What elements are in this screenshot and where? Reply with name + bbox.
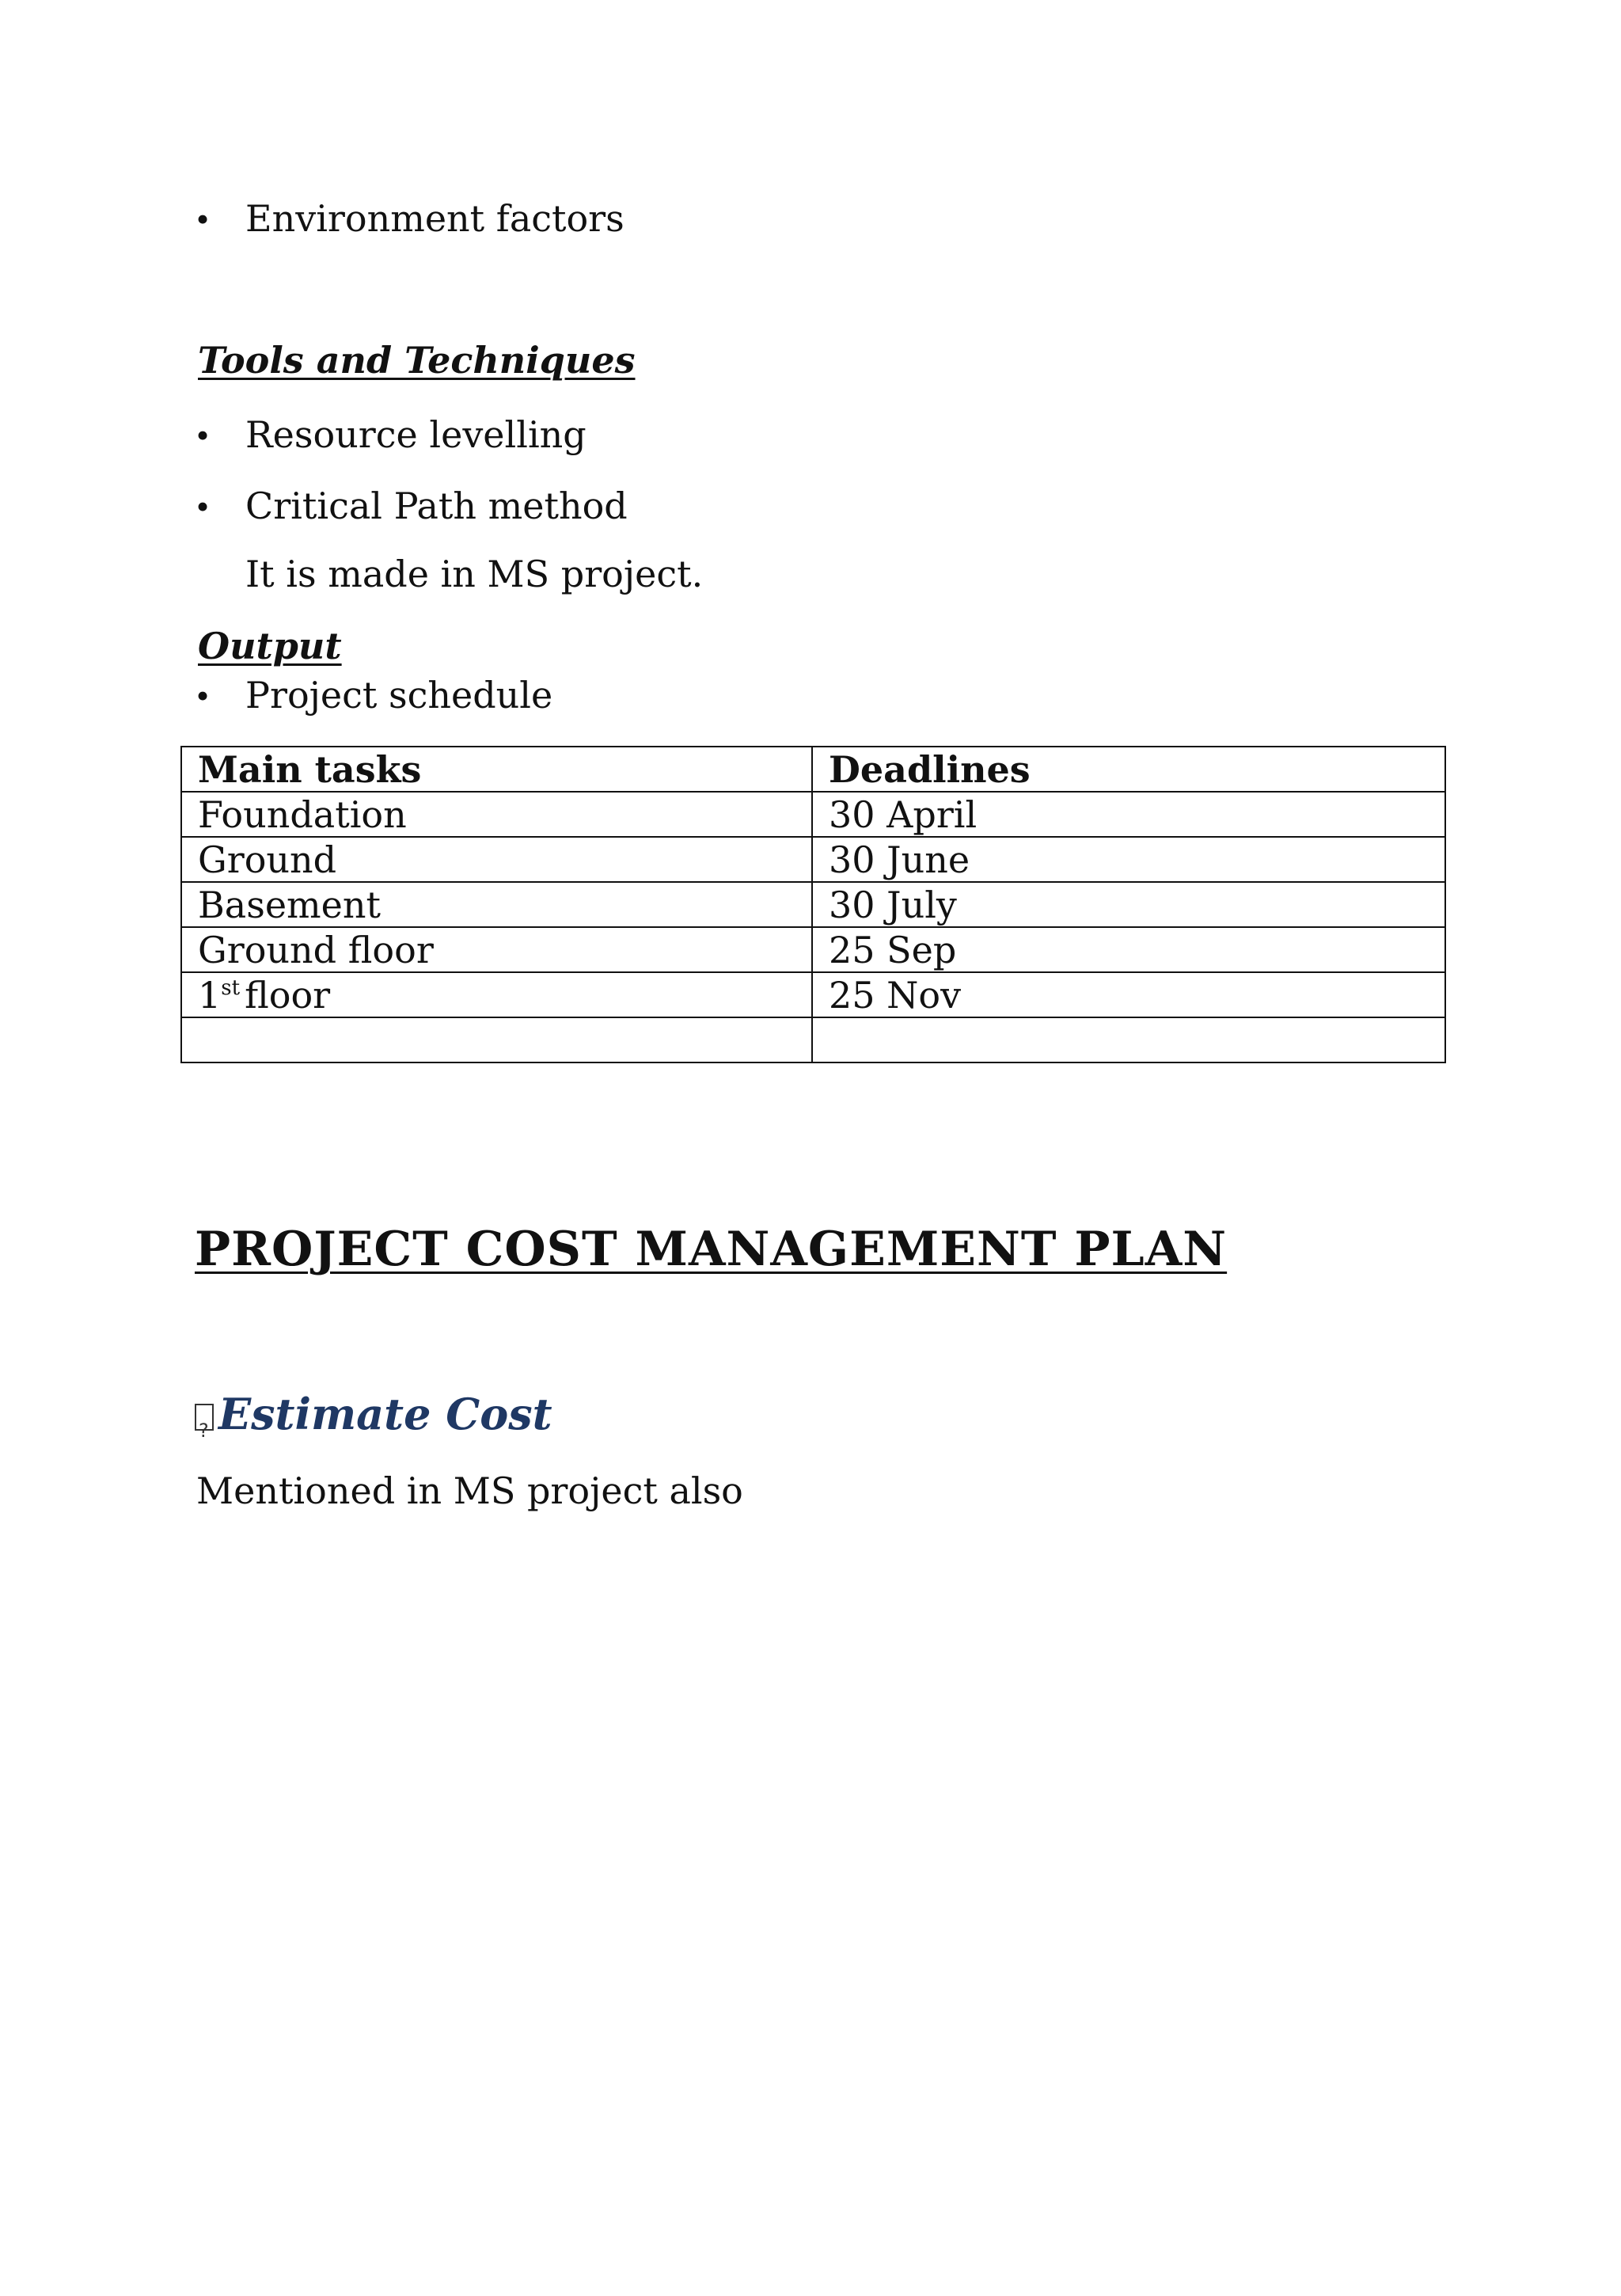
deadline-cell: 30 June (812, 837, 1445, 882)
page-title: PROJECT COST MANAGEMENT PLAN (195, 1222, 1228, 1277)
ordinal-number: 1 (198, 973, 222, 1017)
list-item-text: Project schedule (245, 674, 553, 717)
column-header-main-tasks: Main tasks (181, 747, 812, 792)
list-item-text: Resource levelling (245, 413, 587, 456)
list-item (196, 411, 587, 459)
deadline-cell: 30 April (812, 792, 1445, 837)
ordinal-label: floor (245, 973, 331, 1017)
cost-body-text: Mentioned in MS project also (196, 1469, 743, 1512)
task-cell (181, 972, 812, 1017)
estimate-cost-heading (195, 1386, 552, 1443)
bullet-icon: • (196, 675, 210, 716)
table-row (181, 972, 1445, 1017)
list-item (196, 195, 624, 243)
task-cell: Foundation (181, 792, 812, 837)
tools-heading: Tools and Techniques (198, 339, 636, 382)
table-row-empty (181, 1017, 1445, 1062)
task-cell: Ground floor (181, 927, 812, 972)
task-cell: Ground (181, 837, 812, 882)
missing-glyph-icon (195, 1404, 214, 1431)
bullet-icon: • (196, 415, 210, 455)
table-row (181, 792, 1445, 837)
ordinal-suffix: st (221, 976, 241, 1001)
column-header-deadlines: Deadlines (812, 747, 1445, 792)
list-item (196, 482, 628, 530)
deadline-cell: 30 July (812, 882, 1445, 927)
deadline-cell: 25 Sep (812, 927, 1445, 972)
table-row (181, 837, 1445, 882)
task-cell: Basement (181, 882, 812, 927)
table-header-row (181, 747, 1445, 792)
table-row (181, 882, 1445, 927)
output-heading: Output (198, 625, 342, 667)
deadline-cell: 25 Nov (812, 972, 1445, 1017)
task-cell (181, 1017, 812, 1062)
bullet-icon: • (196, 486, 210, 526)
list-item (196, 671, 552, 720)
estimate-cost-label: Estimate Cost (218, 1389, 552, 1439)
bullet-icon: • (196, 199, 210, 239)
list-item-text: Environment factors (245, 197, 624, 240)
table-row (181, 927, 1445, 972)
list-item-text: Critical Path method (245, 485, 628, 527)
deadline-cell (812, 1017, 1445, 1062)
tools-note: It is made in MS project. (245, 553, 704, 595)
schedule-table (180, 746, 1446, 1063)
